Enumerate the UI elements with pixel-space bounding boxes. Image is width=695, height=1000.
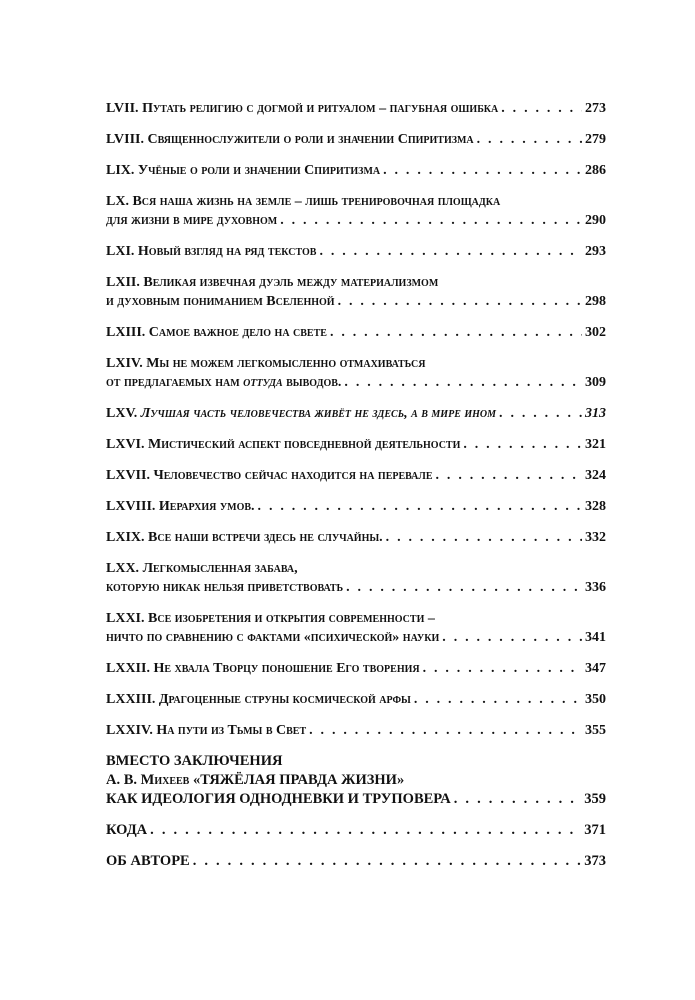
chapter-title-line2-end: выводов.	[282, 375, 342, 390]
toc-entry[interactable]	[106, 273, 606, 311]
chapter-number: LXXIV.	[106, 723, 153, 738]
table-of-contents	[106, 99, 606, 883]
chapter-title-italic: здесь	[372, 406, 405, 421]
chapter-number: LXIV.	[106, 356, 143, 371]
page-number: 290	[585, 213, 606, 228]
page-number: 350	[585, 692, 606, 707]
page-number: 321	[585, 437, 606, 452]
toc-entry[interactable]	[106, 99, 606, 118]
toc-entry[interactable]	[106, 721, 606, 740]
page-number: 328	[585, 499, 606, 514]
dot-leader	[423, 659, 582, 678]
chapter-title: Вся наша жизнь на земле – лишь тренировочная площадка	[132, 194, 501, 209]
chapter-number: LXIII.	[106, 325, 146, 340]
toc-entry[interactable]	[106, 323, 606, 342]
page-number: 373	[584, 853, 606, 869]
chapter-title: Все наши встречи здесь не случайны.	[148, 530, 383, 545]
chapter-title: Все изобретения и открытия современности –	[148, 611, 435, 626]
toc-entry-about[interactable]	[106, 852, 606, 871]
toc-entry[interactable]	[106, 528, 606, 547]
conclusion-subtitle: КАК ИДЕОЛОГИЯ ОДНОДНЕВКИ И ТРУПОВЕРА	[106, 791, 451, 807]
toc-entry[interactable]	[106, 497, 606, 516]
chapter-number: LXX.	[106, 561, 140, 576]
dot-leader	[386, 528, 582, 547]
chapter-number: LIX.	[106, 163, 135, 178]
chapter-title: Драгоценные струны космической арфы	[158, 692, 411, 707]
dot-leader	[193, 852, 582, 871]
dot-leader	[338, 292, 582, 311]
toc-entry[interactable]	[106, 609, 606, 647]
dot-leader	[501, 99, 582, 118]
dot-leader	[414, 690, 582, 709]
dot-leader	[309, 721, 582, 740]
dot-leader	[280, 211, 582, 230]
chapter-title-italic: оттуда	[243, 375, 283, 390]
page-number: 302	[585, 325, 606, 340]
conclusion-title: «ТЯЖЁЛАЯ ПРАВДА ЖИЗНИ»	[192, 772, 405, 788]
chapter-title: Новый взгляд на ряд текстов	[137, 244, 317, 259]
dot-leader	[442, 628, 582, 647]
chapter-title: Священнослужители о роли и значении Спиритизма	[147, 132, 474, 147]
page-number: 298	[585, 294, 606, 309]
coda-label: КОДА	[106, 822, 148, 838]
chapter-title: Иерархия умов.	[158, 499, 255, 514]
page-number: 341	[585, 630, 606, 645]
chapter-title-line2: для жизни в мире духовном	[106, 213, 278, 228]
toc-entry[interactable]	[106, 192, 606, 230]
page-number: 309	[585, 375, 606, 390]
toc-entry[interactable]	[106, 404, 606, 423]
chapter-number: LXVIII.	[106, 499, 156, 514]
chapter-number: LXIX.	[106, 530, 145, 545]
chapter-title: Мистический аспект повседневной деятельности	[148, 437, 461, 452]
toc-entry[interactable]	[106, 559, 606, 597]
dot-leader	[330, 323, 582, 342]
about-label: ОБ АВТОРЕ	[106, 853, 190, 869]
dot-leader	[454, 790, 581, 809]
toc-entry[interactable]	[106, 690, 606, 709]
page-number: 347	[585, 661, 606, 676]
dot-leader	[346, 578, 582, 597]
page-number: 273	[585, 101, 606, 116]
chapter-number: LXI.	[106, 244, 135, 259]
toc-entry[interactable]	[106, 659, 606, 678]
dot-leader	[319, 242, 582, 261]
toc-entry[interactable]	[106, 242, 606, 261]
chapter-number: LX.	[106, 194, 129, 209]
conclusion-author: А. В. Михеев	[106, 772, 190, 788]
toc-entry[interactable]	[106, 161, 606, 180]
chapter-title-line2: от предлагаемых нам	[106, 375, 244, 390]
dot-leader	[436, 466, 582, 485]
chapter-title: Не хвала Творцу поношение Его творения	[153, 661, 420, 676]
chapter-number: LXVII.	[106, 468, 150, 483]
chapter-title-mid: , а в мире	[404, 406, 465, 421]
chapter-number: LVIII.	[106, 132, 145, 147]
conclusion-heading: ВМЕСТО ЗАКЛЮЧЕНИЯ	[106, 753, 283, 769]
chapter-title-italic: ином	[464, 406, 497, 421]
chapter-title-line2: ничто по сравнению с фактами «психической» науки	[106, 630, 440, 645]
page-number: 279	[585, 132, 606, 147]
toc-entry[interactable]	[106, 466, 606, 485]
toc-entry-conclusion[interactable]	[106, 752, 606, 809]
dot-leader	[383, 161, 582, 180]
page-number: 336	[585, 580, 606, 595]
dot-leader	[258, 497, 582, 516]
page-number: 324	[585, 468, 606, 483]
chapter-title: Мы не можем легкомысленно отмахиваться	[146, 356, 426, 371]
chapter-title: На пути из Тьмы в Свет	[156, 723, 307, 738]
page-number: 313	[585, 406, 606, 421]
page-number: 286	[585, 163, 606, 178]
toc-entry[interactable]	[106, 435, 606, 454]
dot-leader	[344, 373, 582, 392]
chapter-title: Самое важное дело на свете	[148, 325, 327, 340]
chapter-number: LXVI.	[106, 437, 145, 452]
chapter-title: Учёные о роли и значении Спиритизма	[137, 163, 381, 178]
chapter-title-line2: и духовным пониманием Вселенной	[106, 294, 335, 309]
chapter-number: LVII.	[106, 101, 139, 116]
chapter-title: Легкомысленная забава,	[142, 561, 298, 576]
toc-entry[interactable]	[106, 130, 606, 149]
dot-leader	[463, 435, 582, 454]
toc-entry-coda[interactable]	[106, 821, 606, 840]
chapter-number: LXXI.	[106, 611, 145, 626]
dot-leader	[150, 821, 581, 840]
chapter-title: Великая извечная дуэль между материализмом	[143, 275, 439, 290]
page-number: 371	[584, 822, 606, 838]
chapter-title: Человечество сейчас находится на перевале	[153, 468, 433, 483]
chapter-title-line2: которую никак нельзя приветствовать	[106, 580, 344, 595]
chapter-title: Путать религию с догмой и ритуалом – пагубная ошибка	[142, 101, 499, 116]
page-number: 332	[585, 530, 606, 545]
dot-leader	[499, 404, 582, 423]
chapter-title: Лучшая часть человечества живёт не	[140, 406, 373, 421]
chapter-number: LXXII.	[106, 661, 150, 676]
page-number: 359	[584, 791, 606, 807]
dot-leader	[477, 130, 582, 149]
chapter-number: LXV.	[106, 406, 138, 421]
chapter-number: LXII.	[106, 275, 140, 290]
page-number: 293	[585, 244, 606, 259]
chapter-number: LXXIII.	[106, 692, 156, 707]
page-number: 355	[585, 723, 606, 738]
toc-entry[interactable]	[106, 354, 606, 392]
